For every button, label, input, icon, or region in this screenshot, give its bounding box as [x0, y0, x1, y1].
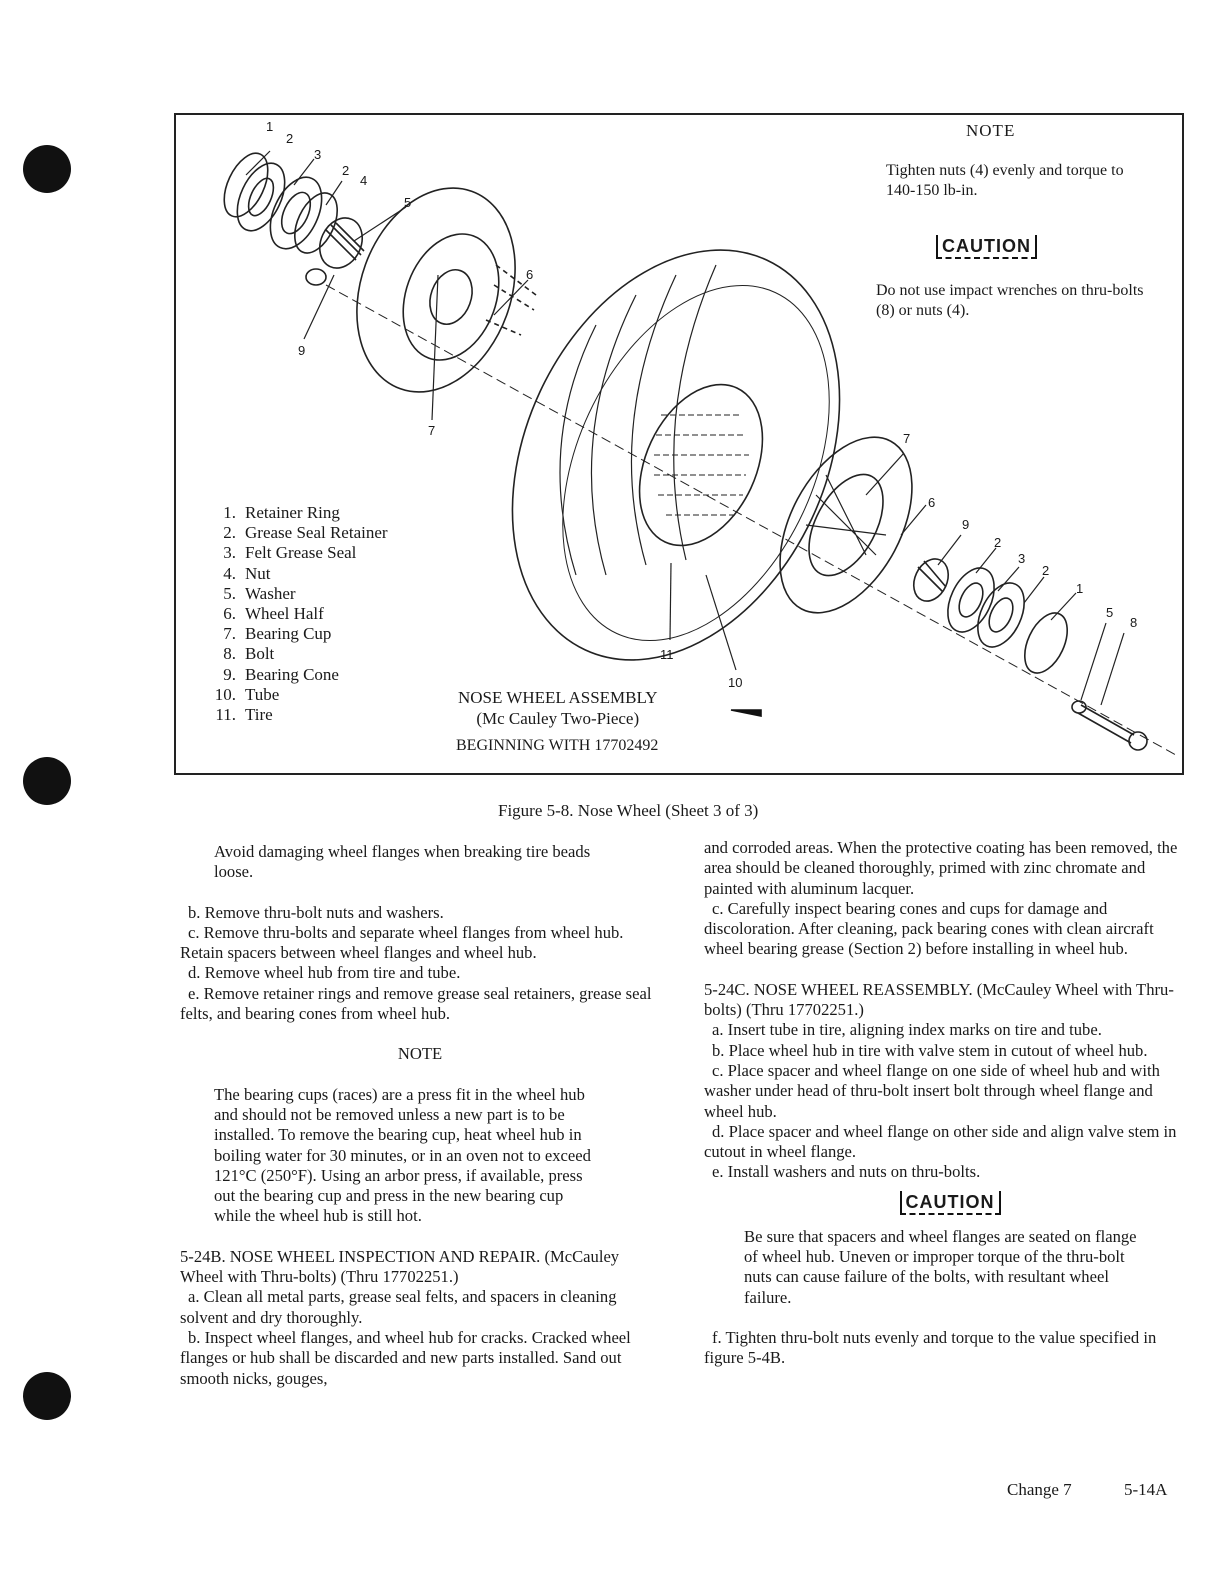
- left-column: [180, 842, 660, 1389]
- callout-2: 2: [342, 163, 350, 178]
- seal-retainer-left: [228, 156, 295, 238]
- assembly-title: NOSE WHEEL ASSEMBLY: [458, 688, 658, 707]
- heading-5-24c: 5-24C. NOSE WHEEL REASSEMBLY. (McCauley Wheel with Thru-bolts) (Thru 17702251.): [704, 979, 1174, 1020]
- bearing-cone-left: [312, 211, 370, 275]
- step-b: b. Remove thru-bolt nuts and washers.: [188, 902, 444, 922]
- legend-item: 10. Tube: [214, 684, 280, 704]
- tube: [615, 365, 787, 566]
- legend-item: 1. Retainer Ring: [223, 503, 340, 522]
- callout-2: 2: [1042, 563, 1050, 578]
- assembly-subtitle: (Mc Cauley Two-Piece): [476, 709, 640, 728]
- corroded-areas-text: and corroded areas. When the protective coating has been removed, the area should be cleaned thoroughly, primed with zinc chromate and painted with aluminum lacquer.: [704, 838, 1178, 898]
- callout-10: 10: [728, 675, 743, 690]
- legend-item: 6. Wheel Half: [223, 604, 324, 624]
- assembly-effectivity: BEGINNING WITH 17702492: [456, 737, 659, 754]
- nut-left: [306, 269, 326, 285]
- binder-hole-top: [23, 145, 71, 193]
- step-c: c. Remove thru-bolts and separate wheel flanges from wheel hub. Retain spacers between wheel flanges and wheel hub.: [180, 922, 624, 963]
- legend-item: 5. Washer: [223, 583, 296, 603]
- callout-9: 9: [298, 343, 306, 358]
- note-title: NOTE: [397, 1044, 443, 1064]
- callout-5: 5: [404, 195, 412, 210]
- inspection-c: c. Carefully inspect bearing cones and cups for damage and discoloration. After cleaning, pack bearing cones with clean aircraft wheel bearing grease (Section 2) before installing in wheel hub.: [704, 898, 1154, 959]
- change-number: Change 7: [1007, 1480, 1072, 1499]
- page-number: 5-14A: [1124, 1480, 1168, 1499]
- figure-frame: [174, 113, 1184, 775]
- legend-item: 9. Bearing Cone: [223, 664, 339, 684]
- reassembly-f: f. Tighten thru-bolt nuts evenly and torque to the value specified in figure 5-4B.: [704, 1327, 1157, 1368]
- arrow-mark: [731, 710, 761, 716]
- reassembly-d: d. Place spacer and wheel flange on other side and align valve stem in cutout in wheel flange.: [704, 1121, 1177, 1162]
- note-text: The bearing cups (races) are a press fit in the wheel hub and should not be removed unless a new part is to be installed. To remove the bearing cup, heat wheel hub in boiling water for 30 minutes, or in an oven not to exceed 121°C (250°F). Using an arbor press, if available, press out the bearing cup and press in the new bearing cup while the wheel hub is still hot.: [214, 1084, 591, 1226]
- callout-1: 1: [266, 119, 274, 134]
- figure-caution-text: Do not use impact wrenches on thru-bolts (8) or nuts (4).: [876, 282, 1144, 319]
- callout-11: 11: [660, 647, 674, 662]
- retainer-ring-right: [1016, 606, 1076, 679]
- legend-item: 2. Grease Seal Retainer: [223, 523, 388, 543]
- binder-hole-middle: [23, 757, 71, 805]
- right-column: [704, 838, 1196, 1369]
- parts-legend: [198, 503, 388, 725]
- step-d: d. Remove wheel hub from tire and tube.: [188, 963, 461, 983]
- callout-7: 7: [903, 431, 911, 446]
- legend-item: 7. Bearing Cup: [223, 624, 332, 644]
- wheel-half-left: [330, 166, 543, 415]
- callout-4: 4: [360, 173, 368, 188]
- thru-bolt: [1078, 705, 1134, 743]
- reassembly-e: e. Install washers and nuts on thru-bolts.: [712, 1162, 981, 1182]
- callout-6: 6: [526, 267, 534, 282]
- callout-7: 7: [428, 423, 436, 438]
- callout-8: 8: [1130, 615, 1138, 630]
- figure-note-title: NOTE: [966, 121, 1016, 140]
- binder-hole-bottom: [23, 1372, 71, 1420]
- legend-item: 11. Tire: [215, 705, 273, 725]
- callout-9: 9: [962, 517, 970, 532]
- heading-5-24b: 5-24B. NOSE WHEEL INSPECTION AND REPAIR. (McCauley Wheel with Thru-bolts) (Thru 17702251.): [180, 1246, 620, 1287]
- figure-caution-badge: CAUTION: [936, 235, 1037, 259]
- callout-1: 1: [1076, 581, 1084, 596]
- figure-note-text: Tighten nuts (4) evenly and torque to 140-150 lb-in.: [886, 162, 1124, 199]
- reassembly-c: c. Place spacer and wheel flange on one side of wheel hub and with washer under head of thru-bolt insert bolt through wheel flange and wheel hub.: [704, 1060, 1160, 1121]
- callout-5: 5: [1106, 605, 1114, 620]
- avoid-damage-text: Avoid damaging wheel flanges when breaking tire beads loose.: [214, 842, 591, 882]
- callout-2: 2: [286, 131, 294, 146]
- retainer-ring-left: [215, 147, 276, 224]
- legend-item: 8. Bolt: [223, 644, 275, 664]
- callout-3: 3: [314, 147, 322, 162]
- assembly-title-block: [458, 687, 657, 729]
- legend-item: 3. Felt Grease Seal: [223, 543, 357, 563]
- callout-6: 6: [928, 495, 936, 510]
- caution-badge: CAUTION: [900, 1191, 1001, 1215]
- figure-caption: Figure 5-8. Nose Wheel (Sheet 3 of 3): [498, 801, 759, 820]
- inspection-b: b. Inspect wheel flanges, and wheel hub for cracks. Cracked wheel flanges or hub shall be discarded and new parts installed. Sand out smooth nicks, gouges,: [180, 1327, 631, 1388]
- caution-text: Be sure that spacers and wheel flanges are seated on flange of wheel hub. Uneven or improper torque of the thru-bolt nuts can cause failure of the bolts, with resultant wheel failure.: [744, 1226, 1137, 1307]
- inspection-a: a. Clean all metal parts, grease seal felts, and spacers in cleaning solvent and dry thoroughly.: [180, 1287, 617, 1327]
- callout-2: 2: [994, 535, 1002, 550]
- reassembly-b: b. Place wheel hub in tire with valve stem in cutout of wheel hub.: [712, 1040, 1148, 1060]
- step-e: e. Remove retainer rings and remove grease seal retainers, grease seal felts, and bearing cones from wheel hub.: [180, 983, 652, 1024]
- callout-3: 3: [1018, 551, 1026, 566]
- legend-item: 4. Nut: [223, 563, 271, 583]
- reassembly-a: a. Insert tube in tire, aligning index marks on tire and tube.: [712, 1020, 1102, 1040]
